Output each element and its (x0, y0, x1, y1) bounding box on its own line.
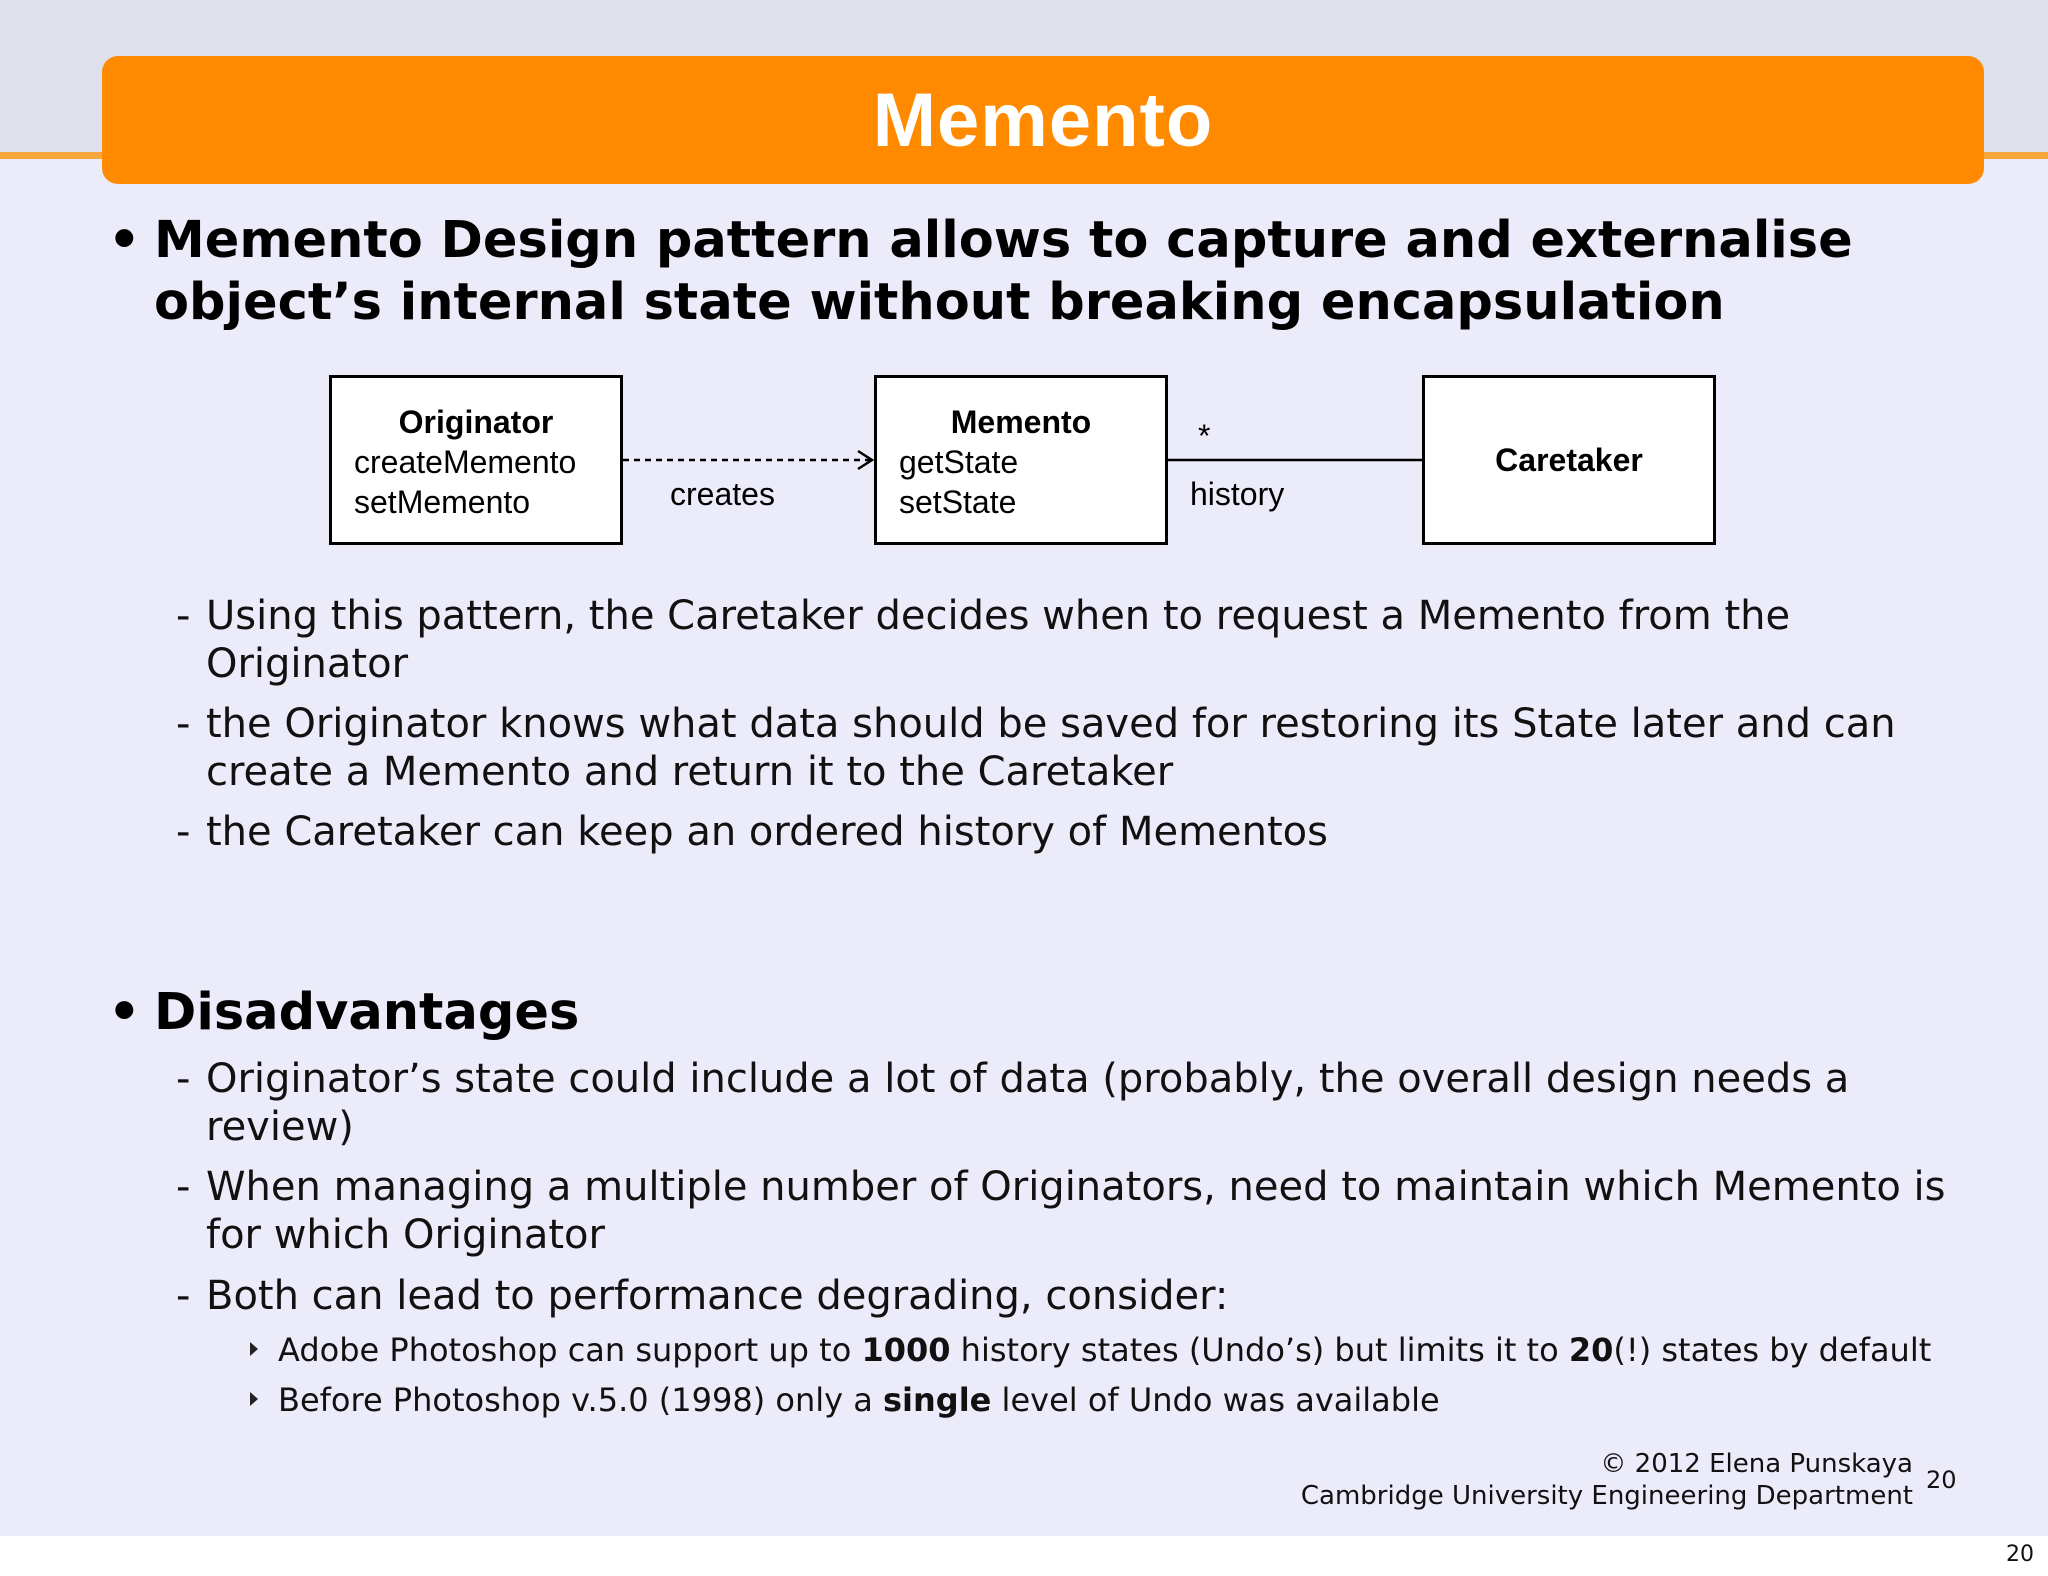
slide-title: Memento (872, 77, 1214, 163)
triangle-bullet-icon (250, 1342, 258, 1356)
triangle-bullet-icon (250, 1392, 258, 1406)
copyright-text: © 2012 Elena Punskaya (1600, 1449, 1913, 1479)
bullet-dot: • (108, 211, 141, 270)
bullet-text: Memento Design pattern allows to capture and externalise object’s internal state without breaking encapsulation (154, 211, 1853, 332)
footer-credit (1301, 1448, 1913, 1512)
memento-op: getState (899, 444, 1019, 480)
memento-name: Memento (950, 404, 1092, 440)
caretaker-name: Caretaker (1495, 442, 1643, 478)
bullet-dot: • (108, 983, 141, 1042)
originator-op: createMemento (354, 444, 577, 480)
originator-name: Originator (398, 404, 554, 440)
slide: Memento • Memento Design pattern allows to capture and externalise object’s internal state without breaking encapsulation Originator createMemento setMemento Memento getState setState Caretaker creates history * - Using this pattern, the Caretaker decides when to request a Memento from the Originator - the Originator knows what data should be saved for restoring its State later and can create a Memento and return it to the Caretaker - the Caretaker can keep an ordered history of Mementos • Disadvantages - Originator’s state could include a lot of data (probably, the overall design needs a review) - When managing a multiple number of Originators, need to maintain which Memento is for which Originator - Both can lead to performance degrading, consider: Adobe Photoshop can support up to 1000 history states (Undo’s) but limits it to 20(!) states by default Before Photoshop v.5.0 (1998) only a single level of Undo was available © 2012 Elena Punskaya Cambridge University Engineering Department 20 (0, 0, 2048, 1536)
history-label: history (1190, 476, 1285, 512)
bullet-text: Disadvantages (154, 983, 580, 1042)
uml-connectors (0, 0, 2048, 600)
multiplicity-label: * (1198, 418, 1211, 454)
department-text: Cambridge University Engineering Department (1300, 1481, 1913, 1511)
memento-op: setState (899, 484, 1017, 520)
slide-page-number: 20 (1926, 1466, 1957, 1494)
originator-op: setMemento (354, 484, 531, 520)
document-page-number: 20 (2006, 1542, 2034, 1567)
creates-label: creates (670, 476, 775, 512)
